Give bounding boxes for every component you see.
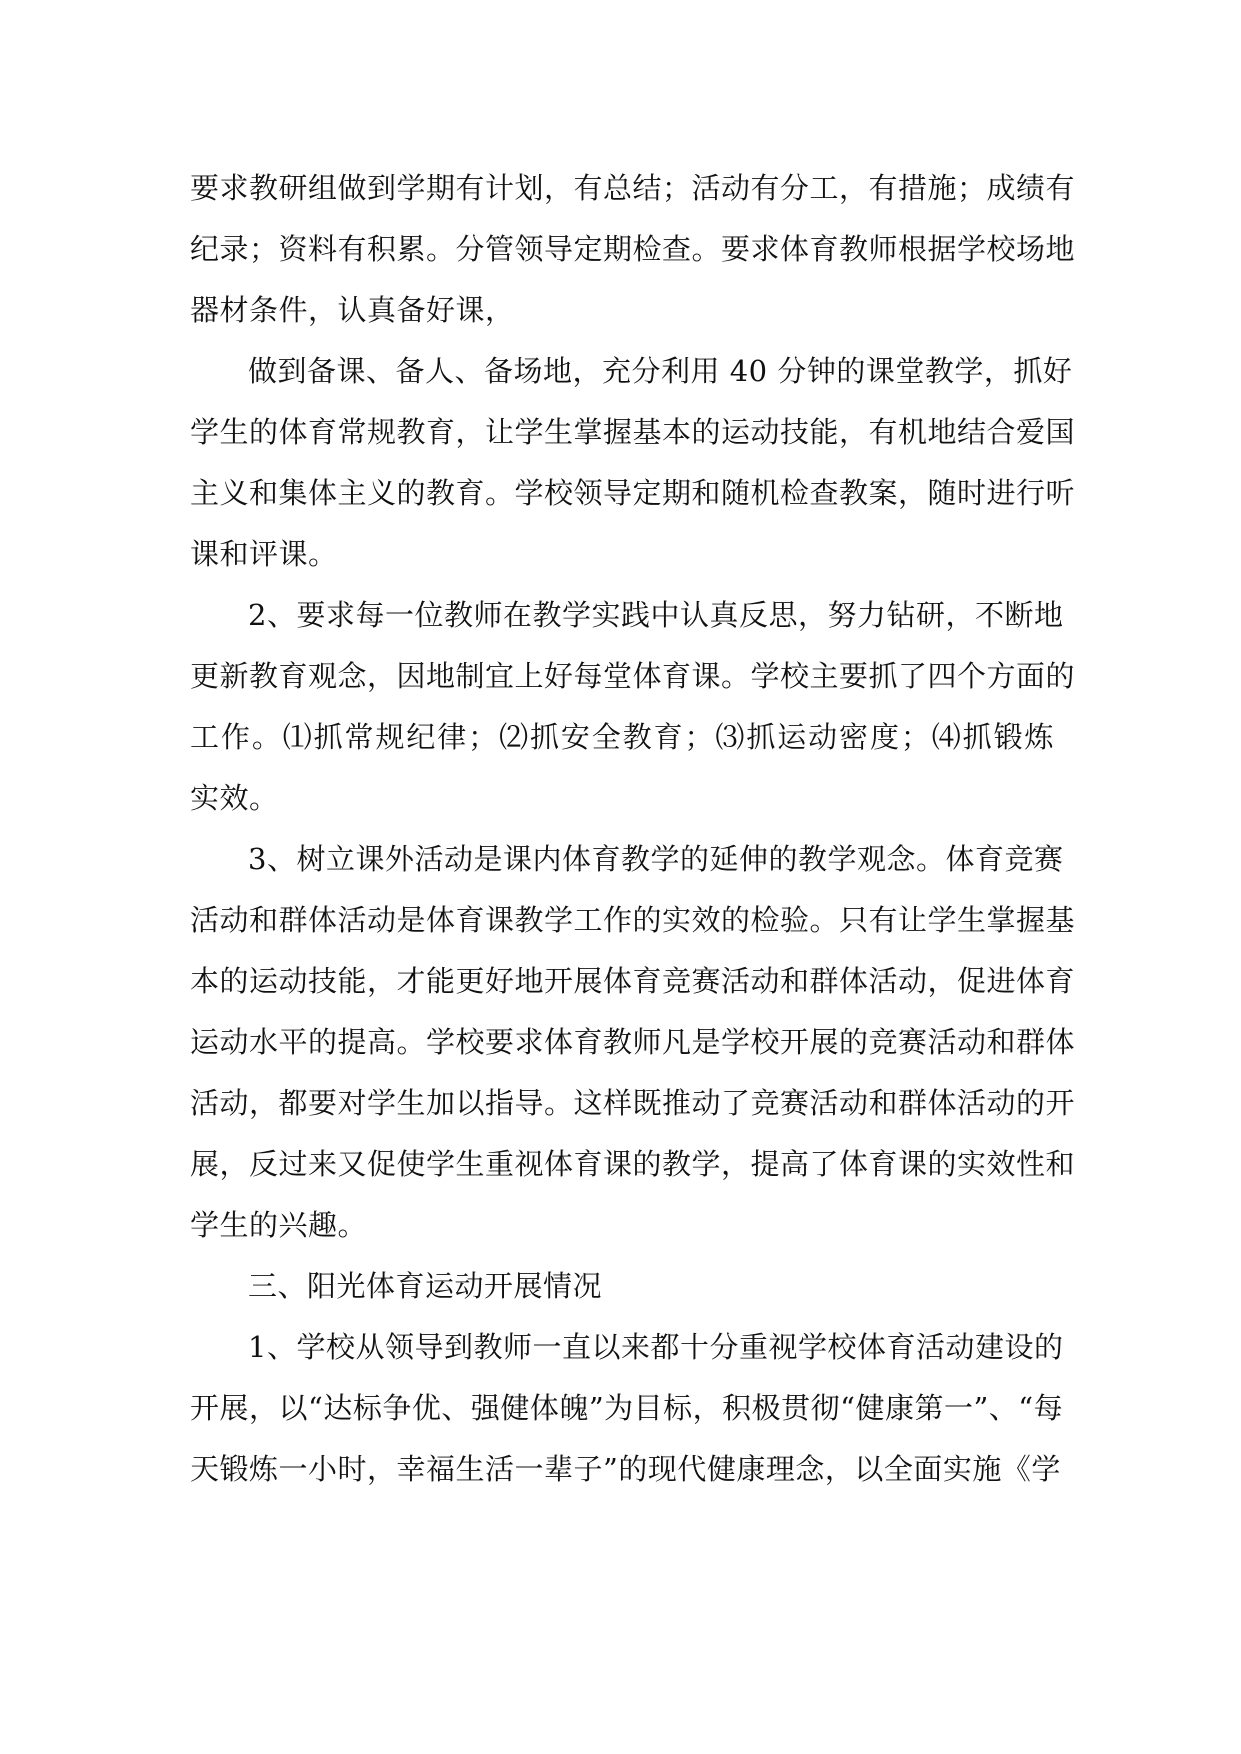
text-line: 2、要求每一位教师在教学实践中认真反思，努力钻研，不断地 [248,598,1064,632]
text-line: 纪录；资料有积累。分管领导定期检查。要求体育教师根据学校场地 [190,232,1076,266]
text-line: 学生的兴趣。 [190,1208,368,1242]
text-line: 主义和集体主义的教育。学校领导定期和随机检查教案，随时进行听 [190,476,1076,510]
text-line: 运动水平的提高。学校要求体育教师凡是学校开展的竞赛活动和群体 [190,1025,1076,1059]
text-line: 更新教育观念，因地制宜上好每堂体育课。学校主要抓了四个方面的 [190,659,1076,693]
text-line: 三、阳光体育运动开展情况 [248,1269,603,1303]
text-line: 活动，都要对学生加以指导。这样既推动了竞赛活动和群体活动的开 [190,1086,1076,1120]
text-line: 器材条件，认真备好课， [190,293,515,327]
text-line: 开展，以“达标争优、强健体魄”为目标，积极贯彻“健康第一”、“每 [190,1391,1064,1425]
text-line: 天锻炼一小时，幸福生活一辈子”的现代健康理念，以全面实施《学 [190,1452,1061,1486]
text-line: 1、学校从领导到教师一直以来都十分重视学校体育活动建设的 [248,1330,1064,1364]
body-text [190,158,1076,1500]
text-line: 工作。⑴抓常规纪律；⑵抓安全教育；⑶抓运动密度；⑷抓锻炼 [190,720,1054,754]
text-line: 要求教研组做到学期有计划，有总结；活动有分工，有措施；成绩有 [190,171,1076,205]
text-line: 活动和群体活动是体育课教学工作的实效的检验。只有让学生掌握基 [190,903,1076,937]
text-line: 展，反过来又促使学生重视体育课的教学，提高了体育课的实效性和 [190,1147,1076,1181]
text-line: 做到备课、备人、备场地，充分利用 40 分钟的课堂教学，抓好 [248,354,1073,388]
text-line: 实效。 [190,781,279,815]
text-line: 3、树立课外活动是课内体育教学的延伸的教学观念。体育竞赛 [248,842,1064,876]
text-line: 本的运动技能，才能更好地开展体育竞赛活动和群体活动，促进体育 [190,964,1076,998]
text-line: 学生的体育常规教育，让学生掌握基本的运动技能，有机地结合爱国 [190,415,1076,449]
text-line: 课和评课。 [190,537,338,571]
